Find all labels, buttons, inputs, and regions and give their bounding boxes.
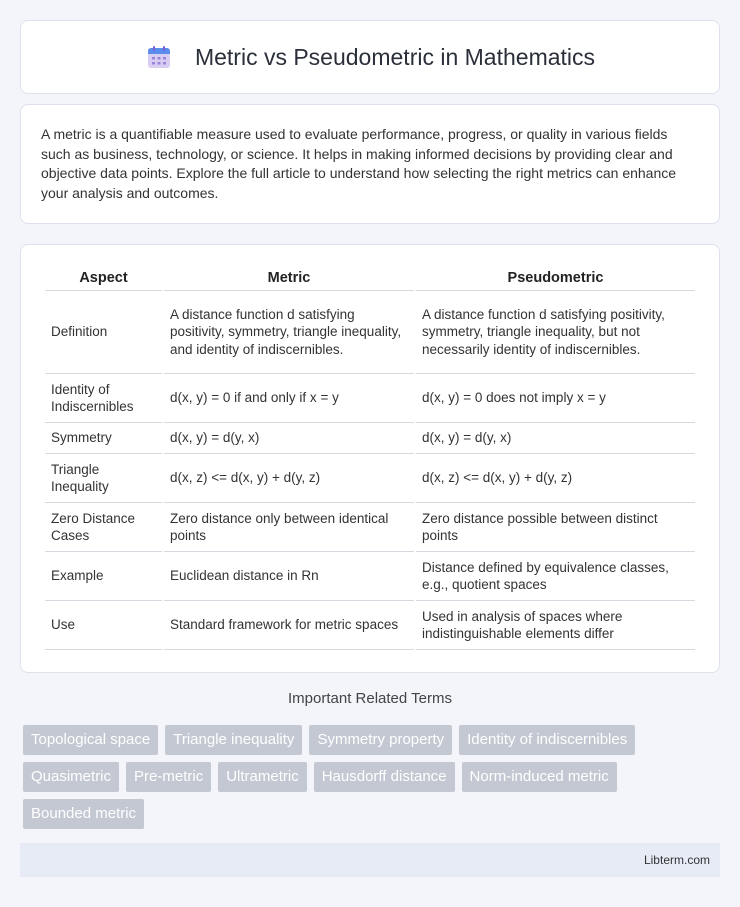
- table-row: [45, 374, 695, 423]
- table-cell: d(x, z) <= d(x, y) + d(y, z): [416, 454, 695, 503]
- table-row: [45, 291, 695, 374]
- table-header-row: [45, 265, 695, 291]
- related-term-tag[interactable]: Norm-induced metric: [462, 762, 617, 792]
- footer-brand-link[interactable]: Libterm.com: [643, 853, 710, 867]
- table-cell: Triangle Inequality: [45, 454, 162, 503]
- related-term-tag[interactable]: Triangle inequality: [165, 725, 302, 755]
- related-terms-list: [23, 725, 703, 829]
- title-card: [20, 20, 720, 94]
- table-cell: Identity of Indiscernibles: [45, 374, 162, 423]
- table-cell: Standard framework for metric spaces: [164, 601, 414, 650]
- header-aspect: Aspect: [45, 265, 162, 291]
- table-row: [45, 454, 695, 503]
- table-cell: Definition: [45, 291, 162, 374]
- table-cell: Used in analysis of spaces where indistinguishable elements differ: [416, 601, 695, 650]
- related-terms-heading: Important Related Terms: [288, 690, 452, 707]
- table-cell: Zero distance possible between distinct points: [416, 503, 695, 552]
- related-term-tag[interactable]: Identity of indiscernibles: [459, 725, 635, 755]
- footer: [20, 843, 720, 877]
- intro-text: A metric is a quantifiable measure used to evaluate performance, progress, or quality in various fields such as business, technology, or science. It helps in making informed decisions by providing clear and objective data points. Explore the full article to understand how selecting the right metrics can enhance your analysis and outcomes.: [41, 126, 677, 201]
- related-term-tag[interactable]: Bounded metric: [23, 799, 144, 829]
- header-metric: Metric: [164, 265, 414, 291]
- header-pseudometric: Pseudometric: [416, 265, 695, 291]
- table-cell: A distance function d satisfying positivity, symmetry, triangle inequality, but not necessarily identity of indiscernibles.: [416, 291, 695, 374]
- calendar-icon: [145, 43, 173, 71]
- related-term-tag[interactable]: Pre-metric: [126, 762, 211, 792]
- related-term-tag[interactable]: Symmetry property: [309, 725, 452, 755]
- table-row: [45, 552, 695, 601]
- intro-card: [20, 104, 720, 224]
- comparison-table: [43, 265, 697, 650]
- table-cell: Use: [45, 601, 162, 650]
- table-cell: A distance function d satisfying positivity, symmetry, triangle inequality, and identity of indiscernibles.: [164, 291, 414, 374]
- table-cell: d(x, y) = d(y, x): [164, 423, 414, 454]
- table-row: [45, 601, 695, 650]
- related-term-tag[interactable]: Topological space: [23, 725, 158, 755]
- table-row: [45, 503, 695, 552]
- page-title: Metric vs Pseudometric in Mathematics: [194, 43, 596, 70]
- comparison-table-card: [20, 244, 720, 673]
- table-cell: Distance defined by equivalence classes, e.g., quotient spaces: [416, 552, 695, 601]
- table-cell: Symmetry: [45, 423, 162, 454]
- table-row: [45, 423, 695, 454]
- table-cell: Example: [45, 552, 162, 601]
- table-cell: d(x, z) <= d(x, y) + d(y, z): [164, 454, 414, 503]
- related-term-tag[interactable]: Hausdorff distance: [314, 762, 455, 792]
- table-cell: d(x, y) = 0 if and only if x = y: [164, 374, 414, 423]
- table-cell: d(x, y) = 0 does not imply x = y: [416, 374, 695, 423]
- table-cell: Zero distance only between identical points: [164, 503, 414, 552]
- related-term-tag[interactable]: Quasimetric: [23, 762, 119, 792]
- table-cell: d(x, y) = d(y, x): [416, 423, 695, 454]
- table-cell: Zero Distance Cases: [45, 503, 162, 552]
- table-cell: Euclidean distance in Rn: [164, 552, 414, 601]
- related-term-tag[interactable]: Ultrametric: [218, 762, 307, 792]
